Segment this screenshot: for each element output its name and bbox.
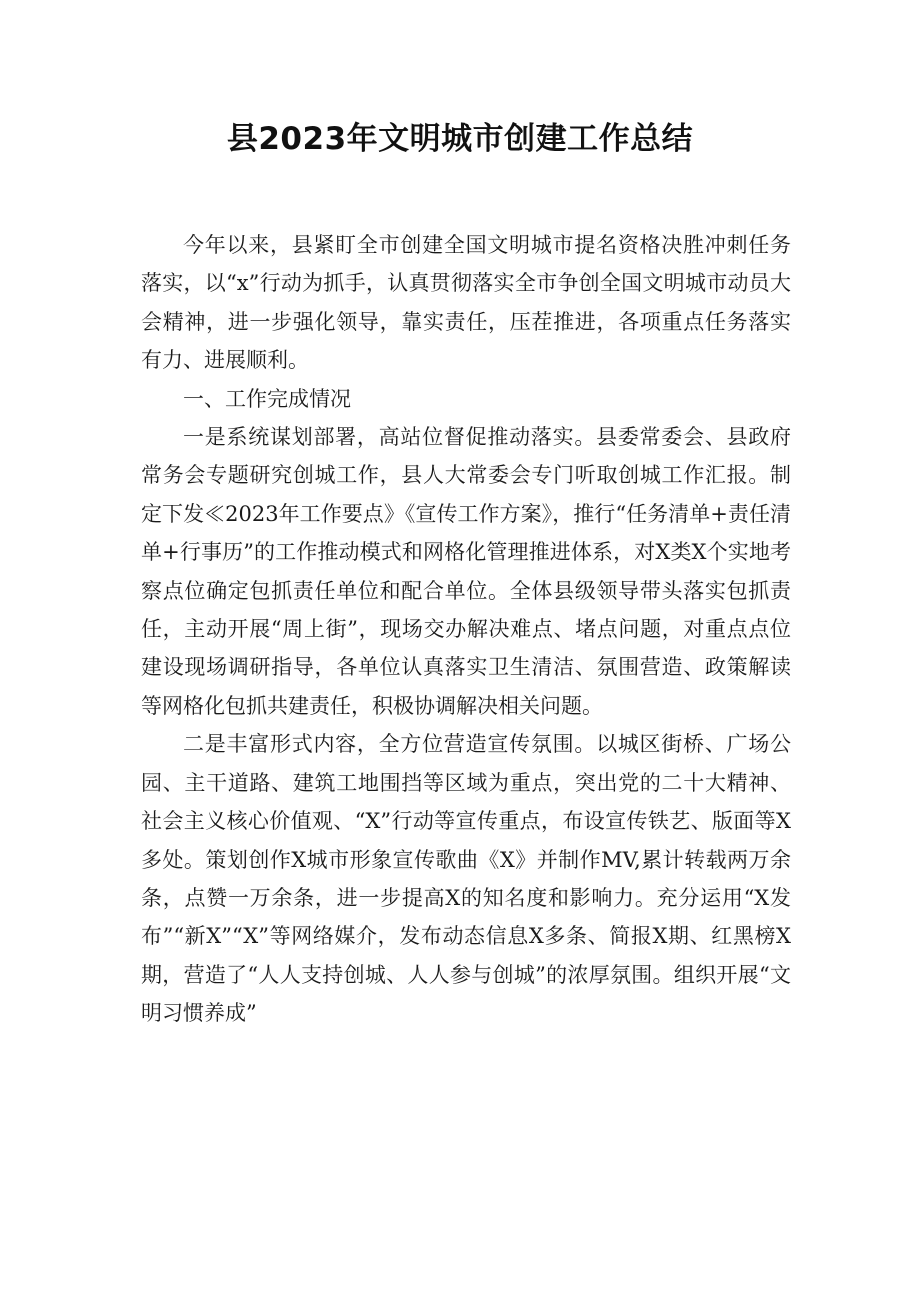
intro-paragraph: 今年以来，县紧盯全市创建全国文明城市提名资格决胜冲刺任务落实，以“x”行动为抓手，认真贯彻落实全市争创全国文明城市动员大会精神，进一步强化领导，靠实责任，压茬推进，各项重点任务落实有力、进展顺利。 — [141, 233, 791, 373]
body-paragraph: 二是丰富形式内容，全方位营造宣传氛围。以城区街桥、广场公园、主干道路、建筑工地围挡等区域为重点，突出党的二十大精神、社会主义核心价值观、“X”行动等宣传重点，布设宣传铁艺、版面等X多处。策划创作X城市形象宣传歌曲《X》并制作MV,累计转载两万余条，点赞一万余条，进一步提高X的知名度和影响力。充分运用“X发布”“新X”“X”等网络媒介，发布动态信息X多条、简报X期、红黑榜X期，营造了“人人支持创城、人人参与创城”的浓厚氛围。组织开展“文明习惯养成” — [141, 732, 791, 1026]
document-title: 县2023年文明城市创建工作总结 — [226, 121, 694, 157]
section-heading: 一、工作完成情况 — [183, 386, 351, 411]
document-body — [141, 226, 791, 1033]
body-paragraph: 一是系统谋划部署，高站位督促推动落实。县委常委会、县政府常务会专题研究创城工作，县人大常委会专门听取创城工作汇报。制定下发≪2023年工作要点》《宣传工作方案》，推行“任务清单+责任清单+行事历”的工作推动模式和网格化管理推进体系，对X类X个实地考察点位确定包抓责任单位和配合单位。全体县级领导带头落实包抓责任，主动开展“周上街”，现场交办解决难点、堵点问题，对重点点位建设现场调研指导，各单位认真落实卫生清洁、氛围营造、政策解读等网格化包抓共建责任，积极协调解决相关问题。 — [141, 425, 791, 718]
